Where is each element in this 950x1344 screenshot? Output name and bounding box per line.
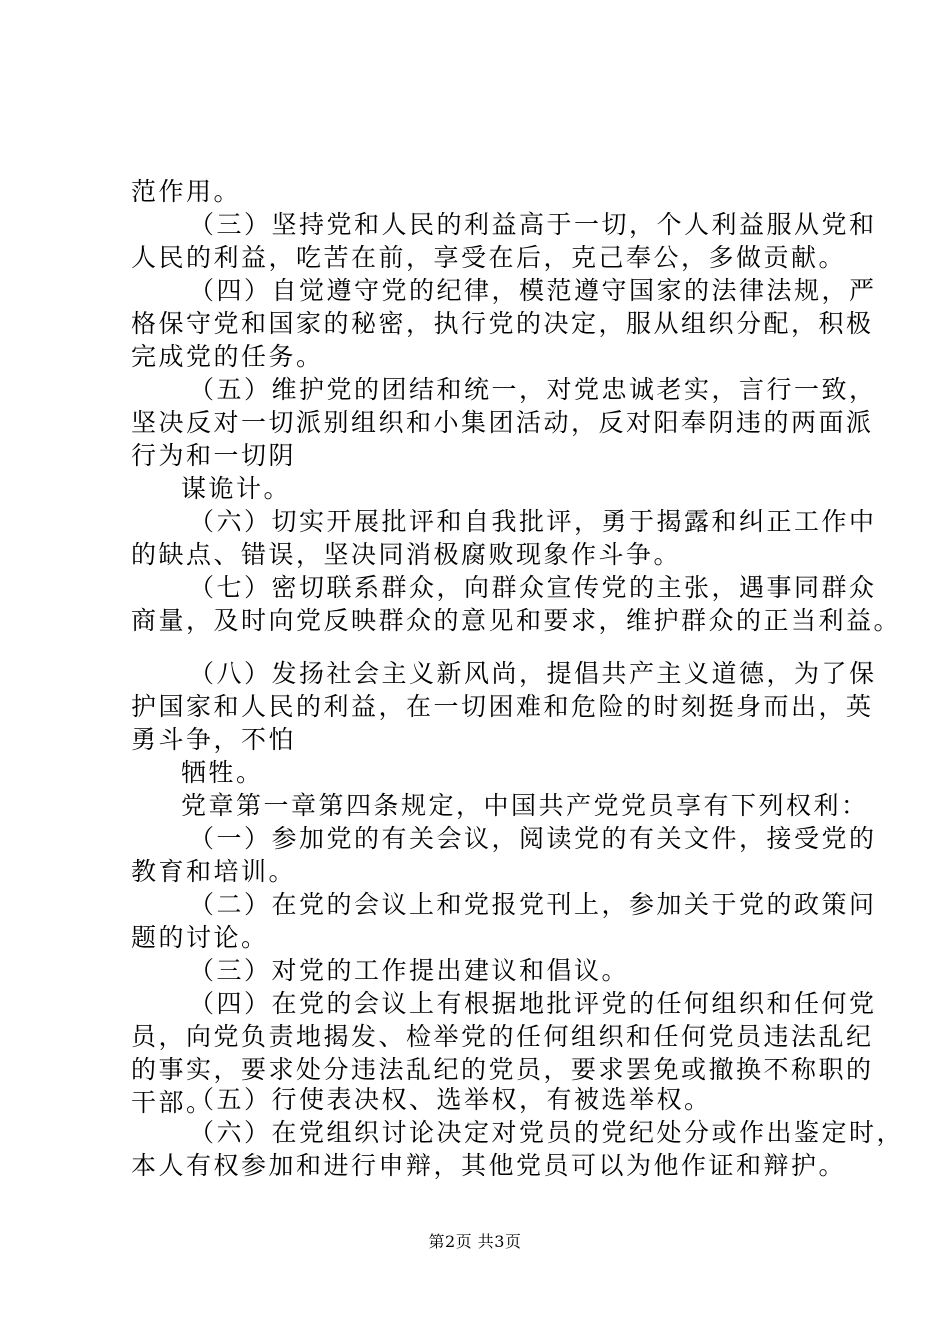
text-line: （五）维护党的团结和统一，对党忠诚老实，言行一致， [189,375,877,404]
text-line: （五）行使表决权、选举权，有被选举权。 [189,1085,712,1114]
text-line: 护国家和人民的利益，在一切困难和危险的时刻挺身而出，英 [131,692,874,721]
text-line: 勇斗争，不怕 [131,725,297,754]
text-line: （三）坚持党和人民的利益高于一切，个人利益服从党和 [189,210,877,239]
text-line: （三）对党的工作提出建议和倡议。 [189,956,630,985]
text-line: 完成党的任务。 [131,342,324,371]
text-line: 员，向党负责地揭发、检举党的任何组织和任何党员违法乱纪 [131,1022,874,1051]
text-line: （四）自觉遵守党的纪律，模范遵守国家的法律法规，严 [189,276,877,305]
text-line: 商量，及时向党反映群众的意见和要求，维护群众的正当利益。 [131,606,902,635]
text-line: 教育和培训。 [131,857,297,886]
text-line: 的缺点、错误，坚决同消极腐败现象作斗争。 [131,540,682,569]
text-line: 干部。 [131,1088,214,1117]
text-line: 党章第一章第四条规定，中国共产党党员享有下列权利： [181,791,869,820]
text-line: 人民的利益，吃苦在前，享受在后，克己奉公，多做贡献。 [131,243,847,272]
text-line: 格保守党和国家的秘密，执行党的决定，服从组织分配，积极 [131,309,874,338]
text-line: 牺牲。 [181,758,264,787]
text-line: 行为和一切阴 [131,441,297,470]
text-line: 谋诡计。 [181,474,292,503]
text-line: （七）密切联系群众，向群众宣传党的主张，遇事同群众 [189,573,877,602]
text-line: 坚决反对一切派别组织和小集团活动，反对阳奉阴违的两面派 [131,408,874,437]
text-line: （八）发扬社会主义新风尚，提倡共产主义道德，为了保 [189,659,877,688]
text-line: （二）在党的会议上和党报党刊上，参加关于党的政策问 [189,890,877,919]
text-line: （六）在党组织讨论决定对党员的党纪处分或作出鉴定时， [189,1118,905,1147]
text-line: 范作用。 [131,177,242,206]
text-line: 题的讨论。 [131,923,269,952]
text-line: （六）切实开展批评和自我批评，勇于揭露和纠正工作中 [189,507,877,536]
text-line: （一）参加党的有关会议，阅读党的有关文件，接受党的 [189,824,877,853]
text-line: 本人有权参加和进行申辩，其他党员可以为他作证和辩护。 [131,1151,847,1180]
text-line: 的事实，要求处分违法乱纪的党员，要求罢免或撤换不称职的 [131,1055,874,1084]
text-line: （四）在党的会议上有根据地批评党的任何组织和任何党 [189,989,877,1018]
page-footer: 第2页 共3页 [428,1232,522,1251]
